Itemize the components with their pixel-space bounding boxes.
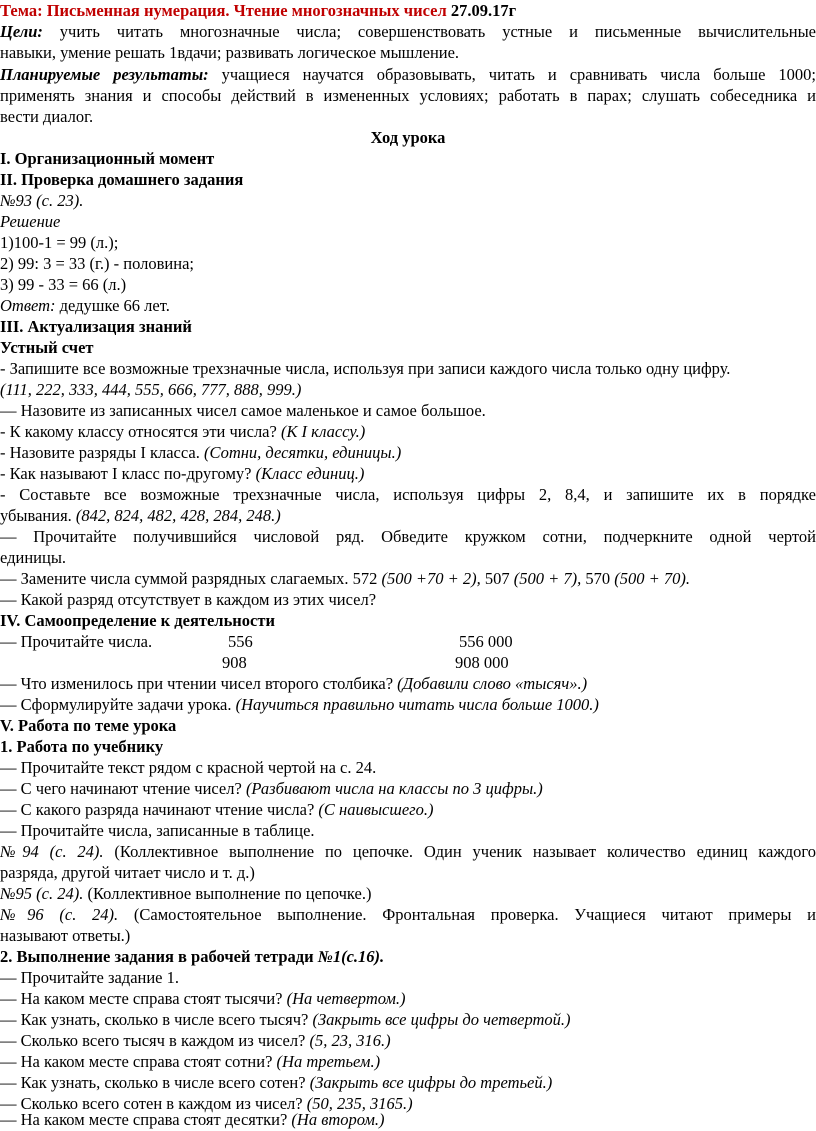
task-line: №96 (с. 24). (Самостоятельное выполнение. Фронтальная проверка. Учащиеся читают примеры и — [0, 905, 816, 924]
task-line: называют ответы.) — [0, 926, 131, 945]
question-line: — На каком месте справа стоят десятки? (На втором.) — [0, 1110, 385, 1129]
solution-step: 2) 99: 3 = 33 (г.) - половина; — [0, 254, 194, 273]
question-line: — Как узнать, сколько в числе всего тысяч? (Закрыть все цифры до четвертой.) — [0, 1010, 571, 1029]
results-line-2: применять знания и способы действий в измененных условиях; работать в парах; слушать собеседника и — [0, 86, 816, 105]
question-line: — Что изменилось при чтении чисел второго столбика? (Добавили слово «тысяч».) — [0, 674, 588, 693]
results-line-1: Планируемые результаты: учащиеся научатся образовывать, читать и сравнивать числа больше 1000; — [0, 65, 816, 84]
section-5-title: V. Работа по теме урока — [0, 716, 177, 735]
question-line: — Сколько всего тысяч в каждом из чисел? (5, 23, 316.) — [0, 1031, 391, 1050]
number-cell: 556 000 — [459, 632, 513, 651]
question-line: - Как называют I класс по-другому? (Класс единиц.) — [0, 464, 365, 483]
task-line: №95 (с. 24). (Коллективное выполнение по цепочке.) — [0, 884, 372, 903]
section-1-title: I. Организационный момент — [0, 149, 215, 168]
question-line: — С какого разряда начинают чтение числа? (С наивысшего.) — [0, 800, 434, 819]
goals-line-1: Цели: учить читать многозначные числа; совершенствовать устные и письменные вычислительные — [0, 22, 816, 41]
question-line: единицы. — [0, 548, 67, 567]
numbers-row — [0, 631, 816, 653]
question-line: — Замените числа суммой разрядных слагаемых. 572 (500 +70 + 2), 507 (500 + 7), 570 (500 + 70). — [0, 569, 690, 588]
question-line: — На каком месте справа стоят тысячи? (На четвертом.) — [0, 989, 406, 1008]
question-line: — На каком месте справа стоят сотни? (На третьем.) — [0, 1052, 381, 1071]
homework-task: №93 (с. 23). — [0, 191, 84, 210]
section-4-title: IV. Самоопределение к деятельности — [0, 611, 275, 630]
question-line: — Прочитайте текст рядом с красной чертой на с. 24. — [0, 758, 377, 777]
results-line-3: вести диалог. — [0, 107, 94, 126]
course-title: Ход урока — [370, 128, 446, 147]
question-line: — С чего начинают чтение чисел? (Разбивают числа на классы по 3 цифры.) — [0, 779, 543, 798]
solution-label: Решение — [0, 212, 61, 231]
theme-label: Тема: Письменная нумерация. Чтение многозначных чисел — [0, 1, 447, 20]
answer-line: (111, 222, 333, 444, 555, 666, 777, 888, 999.) — [0, 380, 302, 399]
task-line: разряда, другой читает число и т. д.) — [0, 863, 255, 882]
question-line: убывания. (842, 824, 482, 428, 284, 248.) — [0, 506, 281, 525]
section-3-subtitle: Устный счет — [0, 338, 94, 357]
question-line: - Назовите разряды I класса. (Сотни, десятки, единицы.) — [0, 443, 402, 462]
question-line: — Сколько всего сотен в каждом из чисел? (50, 235, 3165.) — [0, 1094, 413, 1113]
solution-step: 1)100-1 = 99 (л.); — [0, 233, 119, 252]
results-label: Планируемые результаты: — [0, 65, 209, 84]
question-line: — Сформулируйте задачи урока. (Научиться правильно читать числа больше 1000.) — [0, 695, 599, 714]
goals-label: Цели: — [0, 22, 43, 41]
section-3-title: III. Актуализация знаний — [0, 317, 192, 336]
number-cell: 556 — [228, 632, 253, 651]
solution-step: 3) 99 - 33 = 66 (л.) — [0, 275, 127, 294]
task-line: №94 (с. 24). (Коллективное выполнение по цепочке. Один ученик называет количество единиц каждого — [0, 842, 816, 861]
answer-line: Ответ: дедушке 66 лет. — [0, 296, 170, 315]
question-line: - Составьте все возможные трехзначные числа, используя цифры 2, 8,4, и запишите их в порядке — [0, 485, 816, 504]
number-cell: 908 000 — [455, 653, 509, 672]
question-line: - К какому классу относятся эти числа? (К I классу.) — [0, 422, 366, 441]
question-line: — Как узнать, сколько в числе всего сотен? (Закрыть все цифры до третьей.) — [0, 1073, 553, 1092]
question-line: — Прочитайте числа, записанные в таблице. — [0, 821, 315, 840]
subsection-title: 1. Работа по учебнику — [0, 737, 164, 756]
question-line: — Назовите из записанных чисел самое маленькое и самое большое. — [0, 401, 486, 420]
subsection-title: 2. Выполнение задания в рабочей тетради №1(с.16). — [0, 947, 385, 966]
question-line: - Запишите все возможные трехзначные числа, используя при записи каждого числа только одну цифру. — [0, 359, 731, 378]
question-line: — Прочитайте задание 1. — [0, 968, 180, 987]
question-line: — Прочитайте получившийся числовой ряд. Обведите кружком сотни, подчеркните одной чертой — [0, 527, 816, 546]
section-2-title: II. Проверка домашнего задания — [0, 170, 244, 189]
answer-label: Ответ: — [0, 296, 56, 315]
goals-line-2: навыки, умение решать 1вдачи; развивать логическое мышление. — [0, 43, 460, 62]
question-line: — Какой разряд отсутствует в каждом из этих чисел? — [0, 590, 377, 609]
read-numbers-label: — Прочитайте числа. — [0, 632, 153, 651]
lesson-date: 27.09.17г — [446, 1, 517, 20]
theme-line — [0, 0, 816, 22]
number-cell: 908 — [222, 653, 247, 672]
